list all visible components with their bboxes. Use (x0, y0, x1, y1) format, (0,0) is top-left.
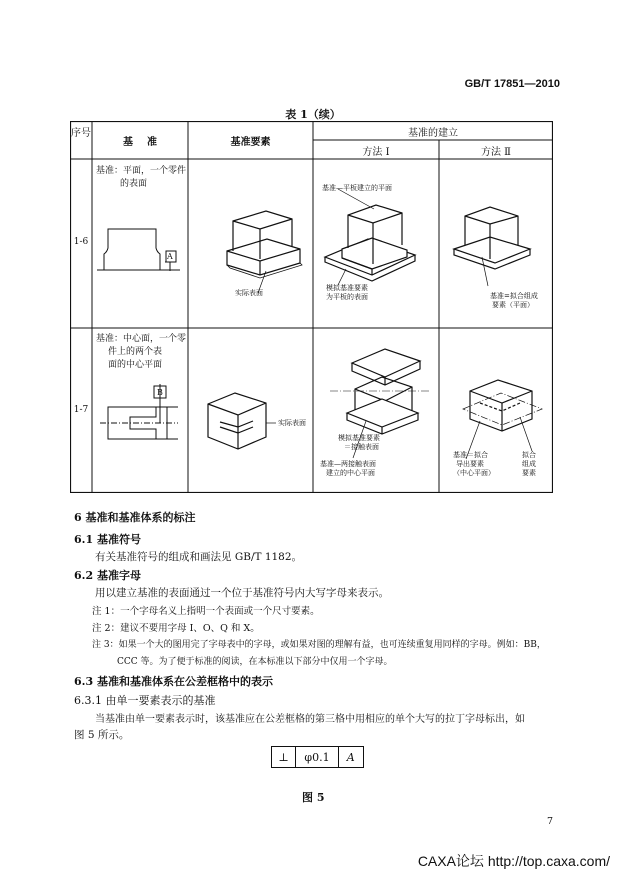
row2-m2-label2: 导出要素 (456, 460, 484, 468)
row1-datum-line1: 基准：平面，一个零件 (96, 166, 187, 176)
section-6-3-1-text1: 当基准由单一要素表示时，该基准应在公差框格的第三格中用相应的单个大写的拉丁字母标出，如 (95, 714, 525, 725)
row1-m1-label3: 为平板的表面 (326, 293, 368, 301)
section-6-1-text: 有关基准符号的组成和画法见 GB/T 1182。 (95, 551, 303, 563)
row1-datum-sketch (97, 229, 180, 271)
row2-feature-label: 实际表面 (278, 419, 306, 427)
row2-datum-letter: B (157, 388, 163, 397)
row1-feature-block (227, 211, 302, 293)
note-3-line2: CCC 等。为了便于标准的阅读，在本标准以下部分中仅用一个字母。 (117, 657, 393, 667)
datum-reference: A (346, 750, 355, 764)
row2-m2-label5: 组成 (522, 460, 536, 468)
standard-number: GB/T 17851—2010 (464, 78, 560, 90)
note-2: 注 2：建议不要用字母 I、O、Q 和 X。 (92, 623, 260, 634)
feature-control-frame (271, 746, 364, 768)
section-6-3-title: 6.3 基准和基准体系在公差框格中的表示 (74, 675, 273, 688)
row2-m1-label2: ＝接触表面 (344, 443, 379, 451)
row1-m2-label2: 要素（平面） (492, 301, 534, 309)
row2-m1-label1: 模拟基准要素 (338, 434, 380, 442)
watermark: CAXA论坛 http://top.caxa.com/ (417, 853, 610, 869)
row1-method1-plate (325, 189, 415, 285)
section-6-3-1-title: 6.3.1 由单一要素表示的基准 (74, 694, 216, 707)
row2-m1-label4: 建立的中心平面 (326, 469, 375, 477)
row2-m2-label4: 拟合 (522, 451, 536, 459)
page-number: 7 (547, 816, 554, 827)
section-6-2-text: 用以建立基准的表面通过一个位于基准符号内大写字母来表示。 (95, 587, 389, 599)
row2-m2-label3: （中心平面） (453, 469, 495, 477)
row2-m2-label6: 要素 (522, 469, 536, 477)
row2-datum-line3: 面的中心平面 (108, 360, 163, 370)
row1-datum-letter: A (167, 252, 173, 261)
figure-5-caption: 图 5 (302, 791, 325, 804)
col-header-method2: 方法 Ⅱ (481, 147, 511, 158)
row2-m1-label3: 基准—两接触表面 (320, 460, 376, 468)
row-number: 1-7 (73, 405, 89, 415)
row2-datum-line1: 基准：中心面，一个零 (96, 334, 187, 344)
note-3-line1: 注 3：如果一个大的图用完了字母表中的字母，或如果对图的理解有益，也可连续重复用同样的字母。例如：BB， (92, 640, 546, 650)
datum-table (70, 121, 553, 493)
row1-method2-block (454, 207, 530, 286)
col-header-method1: 方法 Ⅰ (362, 147, 390, 158)
col-header-feature: 基准要素 (230, 137, 271, 148)
row1-datum-line2: 的表面 (120, 179, 148, 189)
section-6-1-title: 6.1 基准符号 (74, 533, 141, 546)
table-caption: 表 1（续） (285, 108, 341, 121)
section-6-3-1-text2: 图 5 所示。 (74, 729, 130, 741)
note-1: 注 1：一个字母名义上指明一个表面或一个尺寸要素。 (92, 606, 320, 617)
col-header-datum: 基 准 (123, 137, 157, 148)
row1-feature-label: 实际表面 (235, 289, 263, 297)
col-header-establish: 基准的建立 (408, 128, 458, 139)
row2-m2-label1: 基准＝拟合 (453, 451, 488, 459)
section-6-2-title: 6.2 基准字母 (74, 569, 141, 582)
perpendicularity-symbol: ⊥ (272, 747, 296, 767)
row1-m1-label1: 基准—平板建立的平面 (322, 184, 392, 192)
row1-m2-label1: 基准=拟合组成 (490, 292, 538, 300)
row2-datum-line2: 件上的两个表 (108, 347, 163, 357)
col-header-no: 序号 (71, 128, 91, 139)
row-number: 1-6 (73, 237, 89, 247)
row2-datum-sketch (100, 384, 178, 439)
row2-method2-block (463, 380, 542, 459)
row2-feature-block (208, 393, 276, 449)
row1-m1-label2: 模拟基准要素 (326, 284, 368, 292)
tolerance-value: φ0.1 (296, 747, 338, 767)
section-6-title: 6 基准和基准体系的标注 (74, 511, 196, 524)
